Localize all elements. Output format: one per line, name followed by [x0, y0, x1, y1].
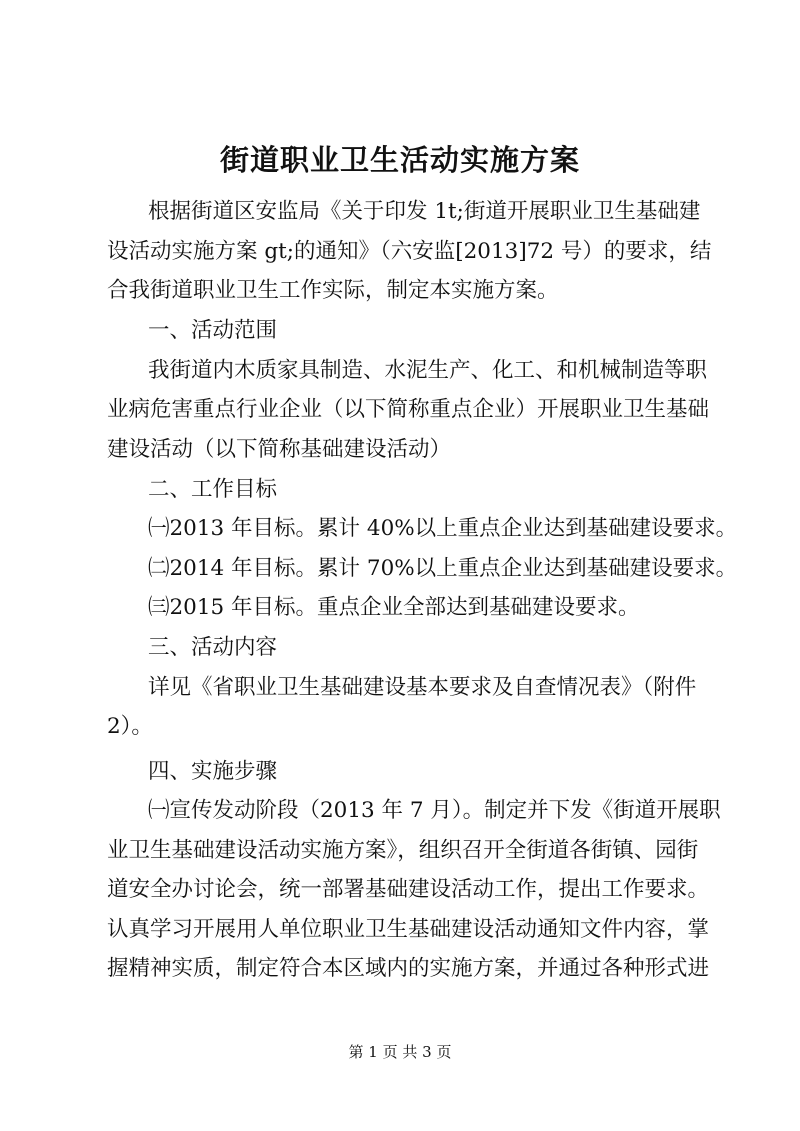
paragraph-line: 合我街道职业卫生工作实际，制定本实施方案。: [107, 278, 559, 303]
page-footer: 第 1 页 共 3 页: [348, 1043, 452, 1061]
paragraph-line: 道安全办讨论会，统一部署基础建设活动工作，提出工作要求。: [107, 877, 710, 902]
paragraph-line: ㈠宣传发动阶段（2013 年 7 月）。制定并下发《街道开展职: [148, 798, 721, 823]
section-heading: 四、实施步骤: [148, 759, 278, 784]
document-title: 街道职业卫生活动实施方案: [219, 143, 580, 177]
section-heading: 一、活动范围: [148, 318, 278, 343]
paragraph-line: ㈢2015 年目标。重点企业全部达到基础建设要求。: [148, 595, 640, 620]
section-heading: 二、工作目标: [148, 477, 278, 502]
section-heading: 三、活动内容: [148, 635, 278, 660]
paragraph-line: 业病危害重点行业企业（以下简称重点企业）开展职业卫生基础: [107, 397, 710, 422]
paragraph-line: 设活动实施方案 gt;的通知》（六安监[2013]72 号）的要求，结: [107, 239, 712, 264]
paragraph-line: ㈠2013 年目标。累计 40%以上重点企业达到基础建设要求。: [148, 516, 738, 541]
paragraph-line: 详见《省职业卫生基础建设基本要求及自查情况表》（附件: [148, 675, 697, 700]
paragraph-line: 握精神实质，制定符合本区域内的实施方案，并通过各种形式进: [107, 956, 710, 981]
paragraph-line: 建设活动（以下简称基础建设活动）: [107, 437, 452, 462]
paragraph-line: ㈡2014 年目标。累计 70%以上重点企业达到基础建设要求。: [148, 556, 738, 581]
paragraph-line: 业卫生基础建设活动实施方案》，组织召开全街道各街镇、园街: [107, 838, 699, 863]
paragraph-line: 认真学习开展用人单位职业卫生基础建设活动通知文件内容，掌: [107, 917, 710, 942]
paragraph-line: 根据街道区安监局《关于印发 1t;街道开展职业卫生基础建: [148, 199, 701, 224]
paragraph-line: 2）。: [107, 714, 153, 739]
paragraph-line: 我街道内木质家具制造、水泥生产、化工、和机械制造等职: [148, 358, 708, 383]
